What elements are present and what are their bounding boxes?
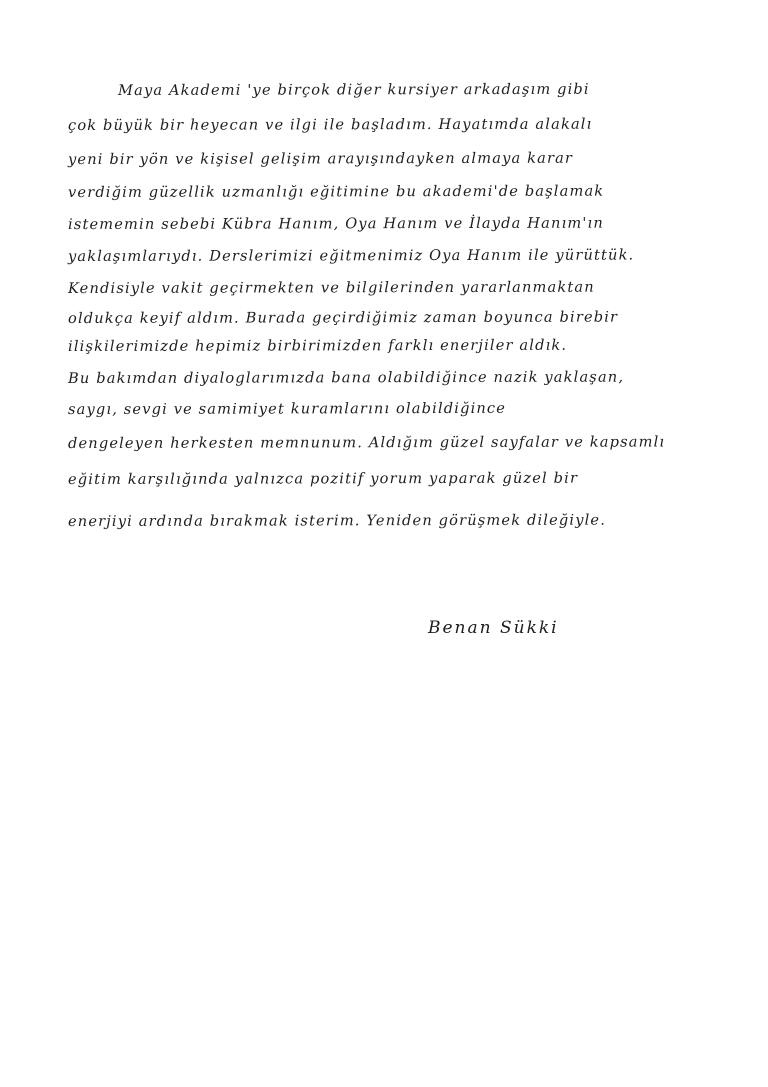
letter-line: yeni bir yön ve kişisel gelişim arayışındayken almaya karar bbox=[67, 149, 574, 168]
letter-line: eğitim karşılığında yalnızca pozitif yorum yaparak güzel bir bbox=[67, 469, 579, 488]
letter-line: oldukça keyif aldım. Burada geçirdiğimiz zaman boyunca birebir bbox=[67, 308, 619, 327]
letter-line: saygı, sevgi ve samimiyet kuramlarını olabildiğince bbox=[67, 399, 507, 418]
letter-line: istememin sebebi Kübra Hanım, Oya Hanım ve İlayda Hanım'ın bbox=[67, 214, 604, 233]
letter-line: Maya Akademi 'ye birçok diğer kursiyer arkadaşım gibi bbox=[117, 80, 590, 99]
letter-line: enerjiyi ardında bırakmak isterim. Yeniden görüşmek dileğiyle. bbox=[67, 511, 607, 530]
letter-line: Kendisiyle vakit geçirmekten ve bilgilerinden yararlanmaktan bbox=[67, 278, 595, 297]
letter-line: Bu bakımdan diyaloglarımızda bana olabildiğince nazik yaklaşan, bbox=[67, 368, 625, 387]
letter-line: yaklaşımlarıydı. Derslerimizi eğitmenimiz Oya Hanım ile yürüttük. bbox=[67, 246, 635, 265]
letter-line: dengeleyen herkesten memnunum. Aldığım güzel sayfalar ve kapsamlı bbox=[67, 433, 666, 452]
letter-line: ilişkilerimizde hepimiz birbirimizden farklı enerjiler aldık. bbox=[67, 336, 568, 355]
letter-line: çok büyük bir heyecan ve ilgi ile başladım. Hayatımda alakalı bbox=[67, 115, 593, 134]
signature: Benan Sükki bbox=[428, 618, 559, 638]
letter-line: verdiğim güzellik uzmanlığı eğitimine bu akademi'de başlamak bbox=[67, 182, 605, 201]
